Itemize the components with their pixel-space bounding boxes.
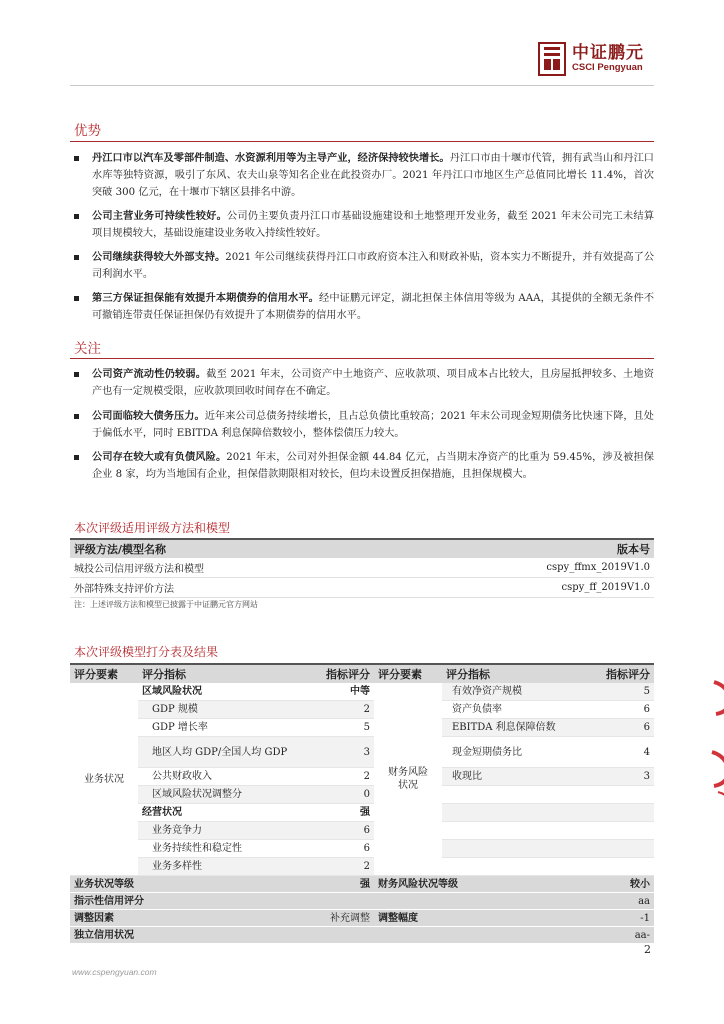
indicator-label: 业务多样性 bbox=[138, 858, 301, 876]
summary-row bbox=[70, 893, 654, 910]
indicator-score: 3 bbox=[301, 737, 374, 768]
scoring-col-factor-left: 评分要素 bbox=[70, 664, 138, 683]
concern-item bbox=[74, 449, 654, 483]
indicator-score: 强 bbox=[301, 804, 374, 822]
page-number: 2 bbox=[644, 943, 651, 956]
left-factor-group: 业务状况 bbox=[70, 683, 138, 876]
table-row bbox=[70, 804, 654, 822]
bullet-square-icon bbox=[74, 455, 79, 460]
indicator-score: 3 bbox=[582, 768, 654, 786]
finance-level-label: 财务风险状况等级 bbox=[374, 876, 582, 893]
scoring-title: 本次评级模型打分表及结果 bbox=[74, 645, 219, 659]
bullet-square-icon bbox=[74, 255, 79, 260]
indicator-label: 经营状况 bbox=[138, 804, 301, 822]
indicator-score: 2 bbox=[301, 858, 374, 876]
footer-website: www.cspengyuan.com bbox=[72, 967, 157, 977]
seal-stamp-icon bbox=[704, 676, 724, 806]
concerns-heading: 关注 bbox=[74, 341, 101, 357]
indicator-score: 6 bbox=[301, 840, 374, 858]
strength-item bbox=[74, 290, 654, 324]
empty-cell bbox=[442, 786, 582, 804]
logo-chinese-name: 中证鹏元 bbox=[572, 43, 644, 63]
table-row bbox=[70, 786, 654, 804]
scoring-col-indicator-left: 评分指标 bbox=[138, 664, 301, 683]
scoring-col-indicator-right: 评分指标 bbox=[442, 664, 582, 683]
method-name: 城投公司信用评级方法和模型 bbox=[70, 558, 393, 578]
strength-item-text: 公司仍主要负责丹江口市基础设施建设和土地整理开发业务，截至 2021 年末公司完工未结算项目规模较大，基础设施建设业务收入持续性较好。 bbox=[92, 211, 655, 239]
logo-mark-icon bbox=[538, 42, 566, 76]
scoring-header-row bbox=[70, 664, 654, 683]
strength-item-text: 2021 年公司继续获得丹江口市政府资本注入和财政补贴，资本实力不断提升，并有效提高了公司利润水平。 bbox=[92, 252, 655, 280]
table-row bbox=[70, 858, 654, 876]
method-name: 外部特殊支持评价方法 bbox=[70, 578, 393, 598]
bullet-square-icon bbox=[74, 156, 79, 161]
empty-cell bbox=[442, 804, 582, 822]
indicator-score: 4 bbox=[582, 737, 654, 768]
concern-item-lead: 公司面临较大债务压力。 bbox=[92, 411, 205, 422]
indicator-score: 2 bbox=[301, 701, 374, 719]
table-row bbox=[70, 558, 654, 578]
concern-item-lead: 公司资产流动性仍较弱。 bbox=[92, 369, 207, 380]
indicator-label: 业务竞争力 bbox=[138, 822, 301, 840]
bullet-square-icon bbox=[74, 214, 79, 219]
table-row bbox=[70, 822, 654, 840]
strength-item-text: 丹江口市由十堰市代管，拥有武当山和丹江口水库等独特资源，吸引了东风、农夫山泉等知名企业在此投资办厂。2021 年丹江口市地区生产总值同比增长 11.4%，首次突破 300 亿元，在十堰市下辖区县排名中游。 bbox=[92, 153, 654, 198]
indicator-score: 0 bbox=[301, 786, 374, 804]
table-row bbox=[70, 768, 654, 786]
indicator-score: 中等 bbox=[301, 683, 374, 701]
indicator-label: GDP 规模 bbox=[138, 701, 301, 719]
indicator-label: 有效净资产规模 bbox=[442, 683, 582, 701]
empty-cell bbox=[582, 786, 654, 804]
bullet-square-icon bbox=[74, 414, 79, 419]
method-version: cspy_ffmx_2019V1.0 bbox=[393, 558, 654, 578]
strength-item-lead: 丹江口市以汽车及零部件制造、水资源利用等为主导产业，经济保持较快增长。 bbox=[92, 153, 450, 164]
scoring-table bbox=[70, 663, 654, 944]
indicator-score: 6 bbox=[301, 822, 374, 840]
methods-col-name: 评级方法/模型名称 bbox=[70, 539, 393, 558]
adjust-range-value: -1 bbox=[582, 910, 654, 927]
standalone-credit-label: 独立信用状况 bbox=[70, 927, 582, 944]
strengths-heading: 优势 bbox=[74, 123, 101, 139]
strength-item-lead: 第三方保证担保能有效提升本期债券的信用水平。 bbox=[92, 293, 320, 304]
adjust-factor-label: 调整因素 bbox=[70, 910, 301, 927]
indicator-score: 6 bbox=[582, 701, 654, 719]
indicator-label: 资产负债率 bbox=[442, 701, 582, 719]
strength-item bbox=[74, 150, 654, 201]
table-row bbox=[70, 578, 654, 598]
standalone-credit-value: aa- bbox=[582, 927, 654, 944]
strength-item bbox=[74, 249, 654, 283]
adjust-range-label: 调整幅度 bbox=[374, 910, 582, 927]
indicator-label: 地区人均 GDP/全国人均 GDP bbox=[138, 737, 301, 768]
empty-cell bbox=[582, 840, 654, 858]
concern-item-text: 近年来公司总债务持续增长，且占总负债比重较高；2021 年末公司现金短期债务比快速下降，且处于偏低水平，同时 EBITDA 利息保障倍数较小，整体偿债压力较大。 bbox=[92, 411, 654, 439]
concern-item-lead: 公司存在较大或有负债风险。 bbox=[92, 452, 227, 463]
scoring-col-factor-right: 评分要素 bbox=[374, 664, 442, 683]
indicator-label: GDP 增长率 bbox=[138, 719, 301, 737]
scoring-col-score-right: 指标评分 bbox=[582, 664, 654, 683]
methods-note: 注：上述评级方法和模型已披露于中证鹏元官方网站 bbox=[74, 600, 258, 609]
methods-title: 本次评级适用评级方法和模型 bbox=[74, 521, 231, 535]
indicative-score-label: 指示性信用评分 bbox=[70, 893, 582, 910]
methods-col-version: 版本号 bbox=[393, 539, 654, 558]
adjust-factor-value: 补充调整 bbox=[301, 910, 374, 927]
empty-cell bbox=[442, 858, 582, 876]
bullet-square-icon bbox=[74, 372, 79, 377]
header-divider bbox=[70, 85, 654, 86]
indicator-label: 区域风险状况调整分 bbox=[138, 786, 301, 804]
concern-item-text: 2021 年末，公司对外担保金额 44.84 亿元，占当期末净资产的比重为 59.45%，涉及被担保企业 8 家，均为当地国有企业，担保借款期限相对较长，但均未设置反担保措施，且担保规模大。 bbox=[92, 452, 654, 480]
indicative-score-value: aa bbox=[582, 893, 654, 910]
summary-row bbox=[70, 876, 654, 893]
business-level-label: 业务状况等级 bbox=[70, 876, 301, 893]
company-logo bbox=[538, 42, 644, 76]
right-factor-group: 财务风险状况 bbox=[374, 683, 442, 876]
concern-item bbox=[74, 408, 654, 442]
concerns-divider bbox=[70, 358, 654, 359]
indicator-score: 5 bbox=[582, 683, 654, 701]
indicator-label: 区域风险状况 bbox=[138, 683, 301, 701]
strength-item-text: 经中证鹏元评定，湖北担保主体信用等级为 AAA，其提供的全额无条件不可撤销连带责任保证担保仍有效提升了本期债券的信用水平。 bbox=[92, 293, 655, 321]
scoring-col-score-left: 指标评分 bbox=[301, 664, 374, 683]
strengths-divider bbox=[70, 141, 654, 142]
summary-row bbox=[70, 910, 654, 927]
table-row bbox=[70, 683, 654, 701]
strength-item bbox=[74, 208, 654, 242]
bullet-square-icon bbox=[74, 296, 79, 301]
indicator-label: 公共财政收入 bbox=[138, 768, 301, 786]
logo-english-name: CSCI Pengyuan bbox=[572, 62, 643, 73]
indicator-label: 收现比 bbox=[442, 768, 582, 786]
strength-item-lead: 公司主营业务可持续性较好。 bbox=[92, 211, 227, 222]
table-row bbox=[70, 840, 654, 858]
table-row bbox=[70, 737, 654, 768]
empty-cell bbox=[442, 840, 582, 858]
method-version: cspy_ff_2019V1.0 bbox=[393, 578, 654, 598]
indicator-score: 2 bbox=[301, 768, 374, 786]
finance-level-value: 较小 bbox=[582, 876, 654, 893]
empty-cell bbox=[582, 822, 654, 840]
concern-item bbox=[74, 366, 654, 400]
summary-row bbox=[70, 927, 654, 944]
indicator-label: 业务持续性和稳定性 bbox=[138, 840, 301, 858]
methods-header-row bbox=[70, 539, 654, 558]
methods-table bbox=[70, 538, 654, 598]
empty-cell bbox=[442, 822, 582, 840]
business-level-value: 强 bbox=[301, 876, 374, 893]
concern-item-text: 截至 2021 年末，公司资产中土地资产、应收款项、项目成本占比较大，且房屋抵押较多、土地资产也有一定规模受限，应收款项回收时间存在不确定。 bbox=[92, 369, 654, 397]
empty-cell bbox=[582, 858, 654, 876]
indicator-score: 6 bbox=[582, 719, 654, 737]
indicator-label: EBITDA 利息保障倍数 bbox=[442, 719, 582, 737]
table-row bbox=[70, 701, 654, 719]
strength-item-lead: 公司继续获得较大外部支持。 bbox=[92, 252, 226, 263]
indicator-score: 5 bbox=[301, 719, 374, 737]
table-row bbox=[70, 719, 654, 737]
empty-cell bbox=[582, 804, 654, 822]
indicator-label: 现金短期债务比 bbox=[442, 737, 582, 768]
